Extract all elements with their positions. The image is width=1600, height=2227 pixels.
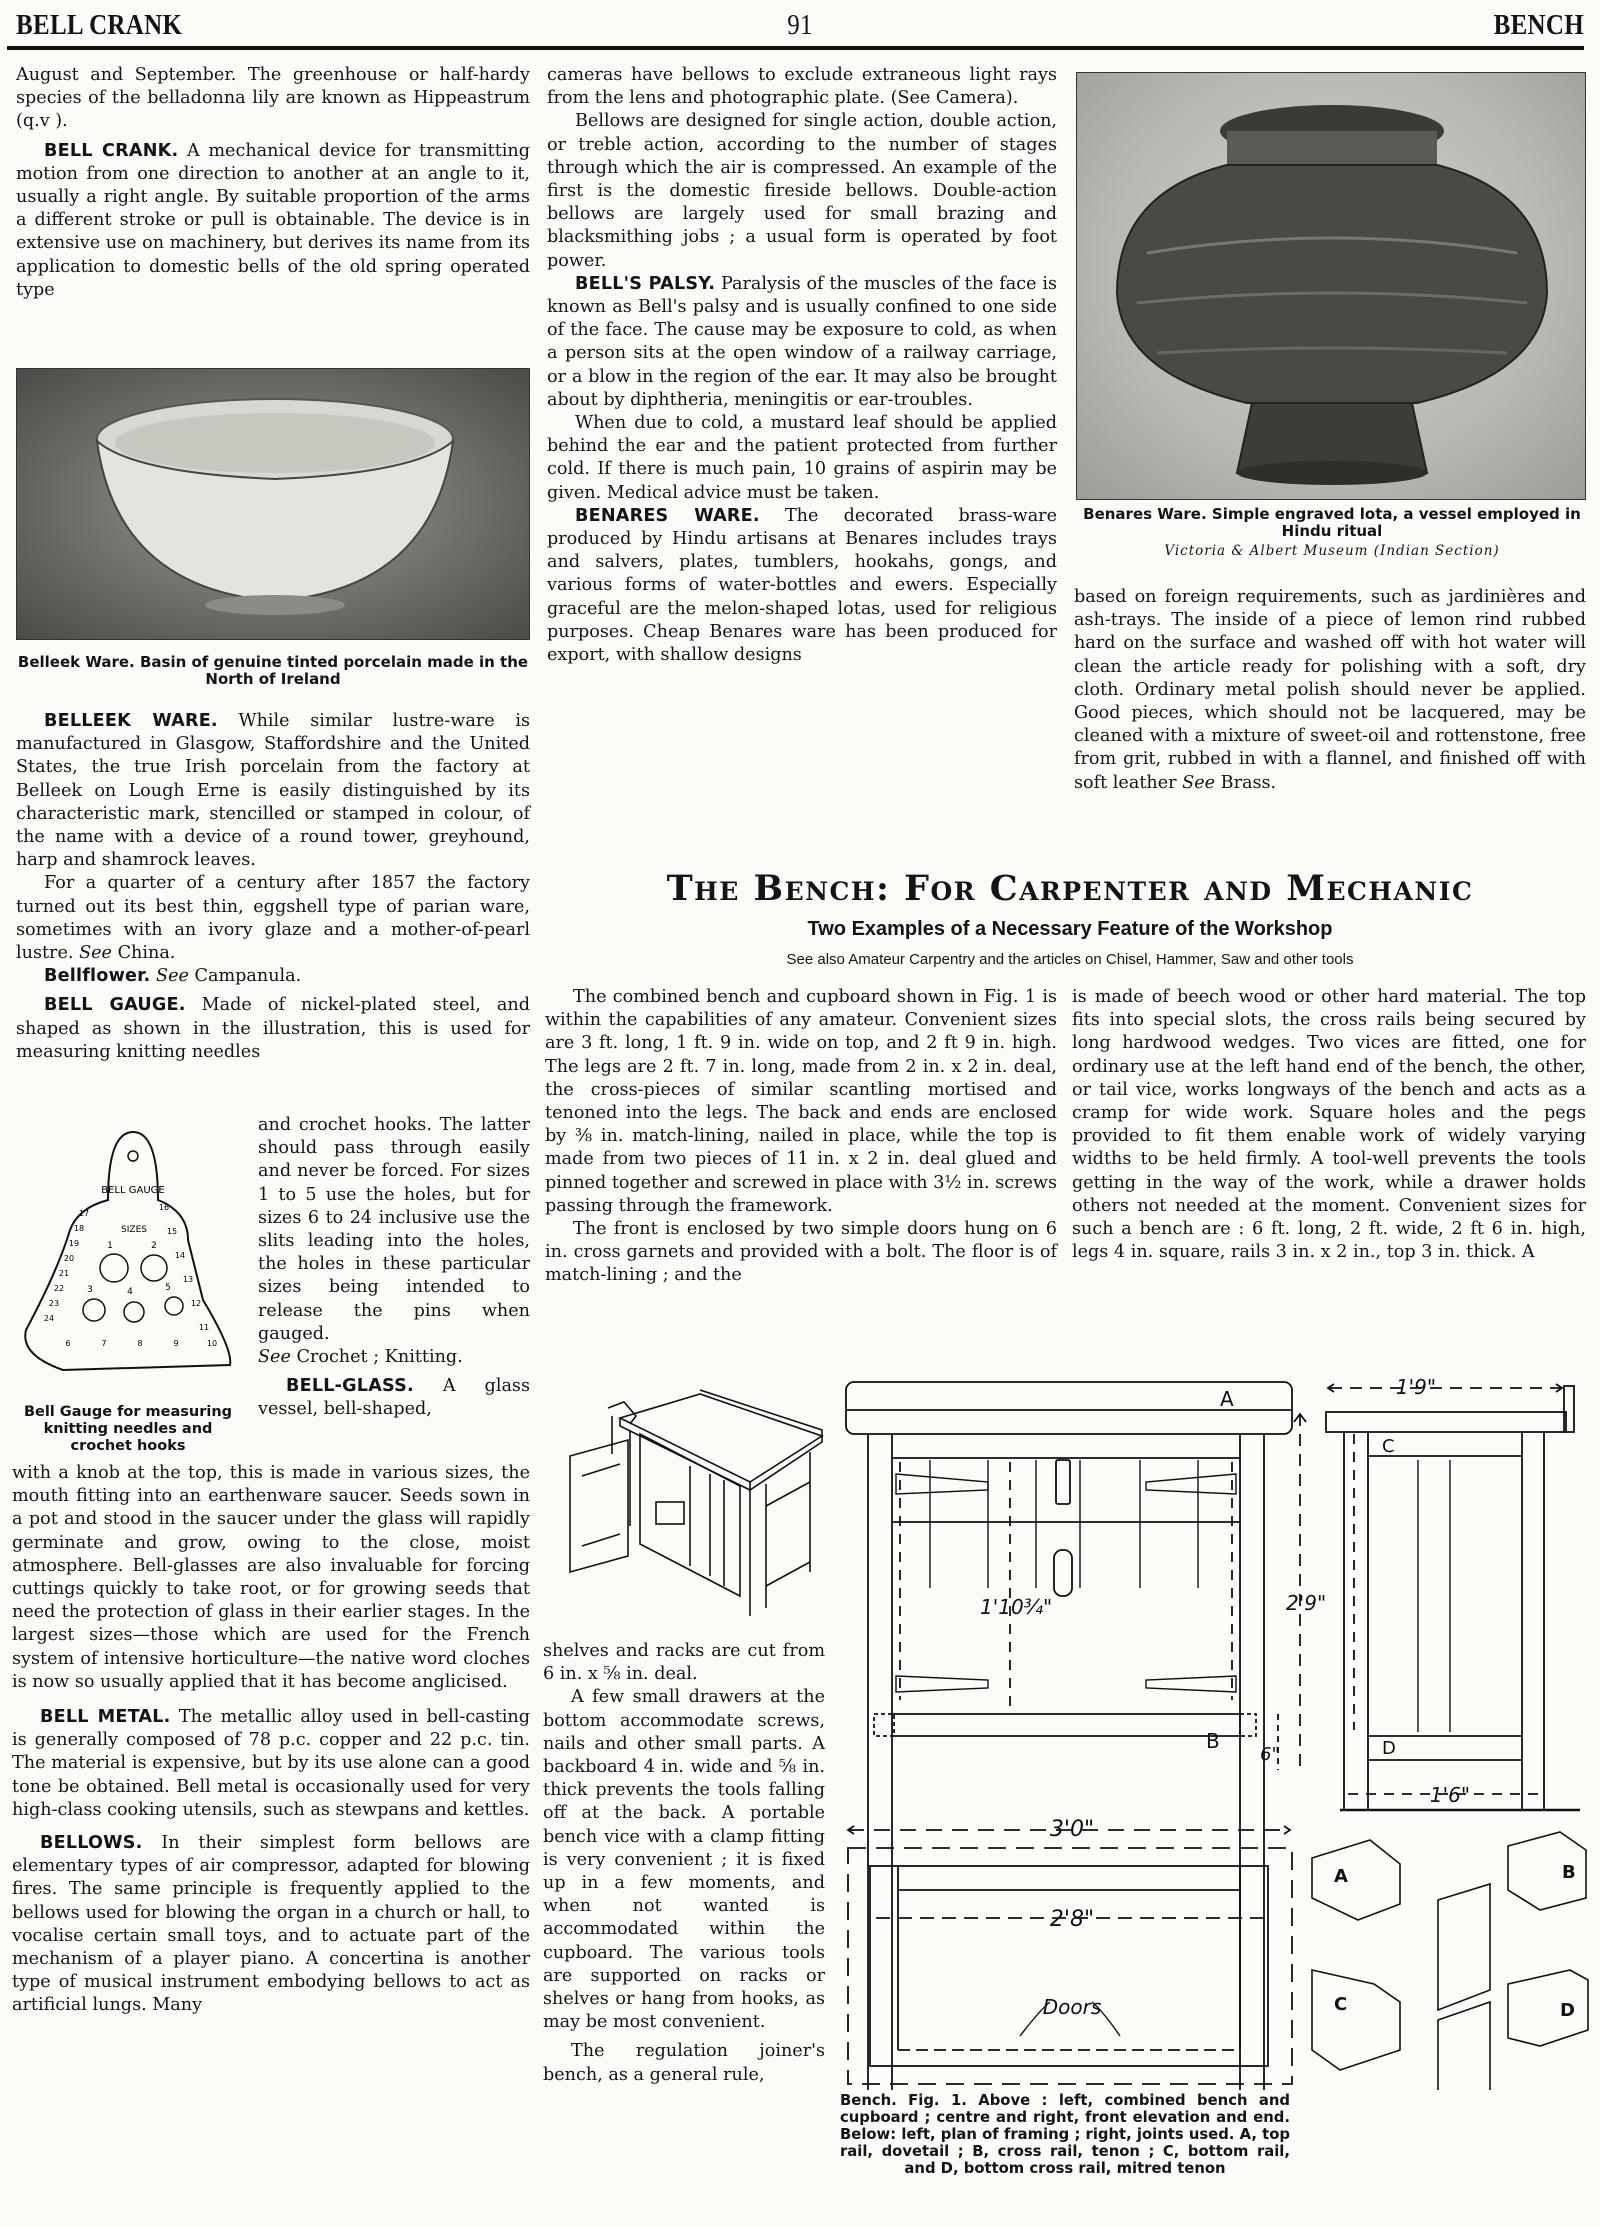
gauge-hole-number: 3 xyxy=(87,1285,93,1295)
headword: BELL CRANK. xyxy=(44,140,179,161)
cross-reference[interactable]: Crochet ; Knitting. xyxy=(296,1347,463,1368)
gauge-slit-number: 10 xyxy=(206,1339,218,1348)
entry-benares-ware: BENARES WARE. The decorated brass-ware produced by Hindu artisans at Benares includes trays and salvers, plates, tumblers, hookahs, gongs, and various forms of water-bottles and ewers. Especially graceful are the melon-shaped lotas, used for religious purposes. Cheap Benares ware has been produced for export, with shallow designs xyxy=(547,505,1058,666)
bench-cupboard-illustration xyxy=(560,1376,830,1626)
gauge-slit-number: 7 xyxy=(101,1339,107,1348)
column-1 xyxy=(16,64,530,302)
bell-gauge-illustration xyxy=(8,1120,248,1400)
dim-overall-height: 2'9" xyxy=(1286,1591,1327,1615)
gauge-slit-number: 11 xyxy=(198,1323,210,1332)
benares-caption: Benares Ware. Simple engraved lota, a vessel employed in Hindu ritual Victoria & Albert Museum (Indian Section) xyxy=(1080,506,1584,560)
belleek-basin-photo xyxy=(16,368,530,640)
end-elevation xyxy=(1326,1384,1580,1810)
gauge-slit-number: 14 xyxy=(174,1251,186,1260)
label-b: B xyxy=(1206,1729,1220,1753)
gauge-slit-number: 16 xyxy=(158,1203,170,1212)
gauge-hole-number: 5 xyxy=(165,1283,171,1293)
bell-glass-text: with a knob at the top, this is made in various sizes, the mouth fitting into an earthenware saucer. Seeds sown in a pot and stood in the saucer under the glass will rapidly germinate and grow, owing to the close, moist atmosphere. Bell-glasses are also invaluable for forcing cuttings quickly to take root, or for growing seeds that need the protection of glass in their earlier stages. In the largest sizes—those which are used for the French system of intensive horticulture—the native word cloches is now so usually applied that it has become anglicised. xyxy=(12,1463,530,1692)
entry-bellows: BELLOWS. In their simplest form bellows are elementary types of air compressor, adapted for blowing fires. The same principle is frequently applied to the bellows used for blowing the organ in a church or hall, to vocalise certain small toys, and to actuate part of the mechanism of a player piano. A concertina is another type of musical instrument embodying bellows to act as artificial lungs. Many xyxy=(12,1833,531,2016)
article-subtitle: Two Examples of a Necessary Feature of the Workshop xyxy=(807,918,1333,940)
headword: BELL-GLASS. xyxy=(286,1376,414,1397)
figure-1-drawings xyxy=(840,1370,1600,2090)
gauge-slit-number: 6 xyxy=(65,1339,71,1348)
bench-column-b: is made of beech wood or other hard material. The top fits into special slots, the cross rails being secured by long hardwood wedges. Two vices are fitted, one for ordinary use at the left hand end of the bench, the other, or tail vice, works longways of the bench and acts as a cramp for wide work. Square holes and the pegs provided to fit them enable work of widely varying widths to be held firmly. A tool-well prevents the tools getting in the way of the work, while a drawer holds others not needed at the moment. Convenient sizes for such a bench are : 6 ft. long, 2 ft. wide, 2 ft 6 in. high, legs 4 in. square, rails 3 in. x 2 in., top 3 in. thick. A xyxy=(1072,987,1586,1263)
gauge-hole xyxy=(100,1254,128,1282)
belleek-para2: For a quarter of a century after 1857 the factory turned out its best thin, eggshell type of parian ware, sometimes with an ivory glaze and a mother-of-pearl lustre. See China. xyxy=(16,873,530,964)
headword: BELL METAL. xyxy=(40,1707,171,1728)
basin-illustration xyxy=(17,369,530,640)
bench-elevations xyxy=(840,1370,1600,2090)
joint-label-d: D xyxy=(1560,2000,1575,2021)
gauge-hole-number: 1 xyxy=(107,1241,113,1251)
joint-label-b: B xyxy=(1562,1862,1576,1883)
dim-door-height: 1'10¾" xyxy=(980,1595,1053,1619)
column-2: cameras have bellows to exclude extraneous light rays from the lens and photographic plate. (See Camera). Bellows are designed for single action, double action, or treble action, according to the number of stages through which the air is compressed. An example of the first is the domestic fireside bellows. Double-action bellows are largely used for small brazing and blacksmithing jobs ; a usual form is operated by foot power. BELL'S PALSY. Paralysis of the muscles of the face is known as Bell's palsy and is usually confined to one side of the face. The cause may be exposure to cold, as when a person sits at the open window of a railway carriage, or a blow in the region of the ear. It may also be brought about by diphtheria, meningitis or ear-troubles. When due to cold, a mustard leaf should be applied behind the ear and the patient protected from further cold. If there is much pain, 10 grains of aspirin may be given. Medical advice must be taken. BENARES WARE. The decorated brass-ware produced by Hindu artisans at Benares includes trays and salvers, plates, tumblers, hookahs, gongs, and various forms of water-bottles and ewers. Especially graceful are the melon-shaped lotas, used for religious purposes. Cheap Benares ware has been produced for export, with shallow designs xyxy=(547,64,1057,667)
column-1-lower xyxy=(12,1462,530,2018)
gauge-caption: Bell Gauge for measuring knitting needles and crochet hooks xyxy=(23,1404,233,1454)
column-3: based on foreign requirements, such as jardinières and ash-trays. The inside of a piece of lemon rind rubbed hard on the surface and washed off with hot water will clean the article ready for polishing with a soft, dry cloth. Ordinary metal polish should never be applied. Good pieces, which should not be lacquered, may be cleaned with a mixture of sweet-oil and rottenstone, free from grit, rubbed in with a flannel, and finished off with soft leather See Brass. xyxy=(1074,587,1586,793)
joint-label-c: C xyxy=(1334,1994,1348,2015)
cross-reference[interactable]: China. xyxy=(117,943,176,964)
plan-of-framing xyxy=(848,1826,1292,2084)
lota-illustration xyxy=(1077,73,1586,500)
cross-reference[interactable]: Brass. xyxy=(1220,772,1277,793)
gauge-slit-number: 15 xyxy=(166,1227,178,1236)
entry-bellflower: Bellflower. See Campanula. xyxy=(44,966,302,987)
column-1-belleek xyxy=(16,710,530,1064)
label-doors: Doors xyxy=(1042,1995,1102,2019)
gauge-slit-number: 12 xyxy=(190,1299,202,1308)
head-rule xyxy=(7,46,1584,50)
gauge-slit-number: 19 xyxy=(68,1239,80,1248)
entry-bell-metal: BELL METAL. The metallic alloy used in bell-casting is generally composed of 78 p.c. copper and 22 p.c. tin. The material is expensive, but by its use alone can a good tone be obtained. Bell metal is occasionally used for very high-class cooking utensils, such as stewpans and kettles. xyxy=(12,1707,530,1820)
front-elevation xyxy=(846,1382,1306,2090)
continuation-text: August and September. The greenhouse or half-hardy species of the belladonna lily are known as Hippeastrum (q.v ). xyxy=(16,65,530,132)
gauge-slit-number: 8 xyxy=(137,1339,143,1348)
joint-label-a: A xyxy=(1334,1866,1348,1887)
article-see-also: See also Amateur Carpentry and the articles on Chisel, Hammer, Saw and other tools xyxy=(786,951,1354,968)
dim-end-width-base: 1'6" xyxy=(1429,1783,1471,1807)
gauge-hole-number: 4 xyxy=(127,1287,133,1297)
gauge-slit-number: 17 xyxy=(78,1209,90,1218)
entry-bell-crank: BELL CRANK. A mechanical device for transmitting motion from one direction to another at an angle to it, usually a right angle. By suitable proportion of the arms a different stroke or pull is obtainable. The device is in extensive use on machinery, but derives its name from its application to domestic bells of the old spring operated type xyxy=(16,140,531,300)
figure-1-caption: Bench. Fig. 1. Above : left, combined bench and cupboard ; centre and right, front elevation and end. Below: left, plan of framing ; right, joints used. A, top rail, dovetail ; B, cross rail, tenon ; C, bottom rail, and D, bottom cross rail, mitred tenon xyxy=(840,2092,1290,2177)
bench-column-a: The combined bench and cupboard shown in Fig. 1 is within the capabilities of any amateur. Convenient sizes are 3 ft. long, 1 ft. 9 in. wide on top, and 2 ft 9 in. high. The legs are 2 ft. 7 in. long, made from 2 in. x 2 in. deal, the cross-pieces of similar scantling mortised and tenoned into the legs. The back and ends are enclosed by ⅜ in. match-lining, nailed in place, while the top is made from two pieces of 11 in. x 2 in. deal glued and pinned together and screwed in place with 3½ in. screws passing through the framework. The front is enclosed by two simple doors hung on 6 in. cross garnets and provided with a bolt. The floor is of match-lining ; and the xyxy=(545,987,1057,1286)
label-d: D xyxy=(1382,1738,1396,1759)
gauge-slit-number: 23 xyxy=(48,1299,60,1308)
dim-end-width-top: 1'9" xyxy=(1395,1375,1437,1399)
headword: BELLEEK WARE. xyxy=(44,711,218,731)
running-head-right: BENCH xyxy=(1493,10,1584,42)
gauge-hole xyxy=(165,1297,183,1315)
photo-credit: Victoria & Albert Museum (Indian Section) xyxy=(1164,543,1500,559)
bell-gauge-drawing xyxy=(8,1120,248,1400)
gauge-slit-number: 21 xyxy=(58,1269,70,1278)
gauge-sizes-text: SIZES xyxy=(121,1225,147,1235)
page-number: 91 xyxy=(787,10,813,42)
gauge-slit-number: 22 xyxy=(53,1284,65,1293)
gauge-hole xyxy=(124,1302,144,1322)
dim-plan-length: 3'0" xyxy=(1049,1817,1095,1842)
headword: BELL'S PALSY. xyxy=(575,273,716,294)
entry-bells-palsy: BELL'S PALSY. Paralysis of the muscles of the face is known as Bell's palsy and is usually confined to one side of the face. The cause may be exposure to cold, as when a person sits at the open window of a railway carriage, or a blow in the region of the ear. It may also be brought about by diphtheria, meningitis or ear-troubles. xyxy=(547,273,1058,410)
gauge-slit-number: 20 xyxy=(63,1254,75,1263)
headword: Bellflower. xyxy=(44,966,151,987)
belleek-caption: Belleek Ware. Basin of genuine tinted porcelain made in the North of Ireland xyxy=(17,653,529,688)
cross-reference[interactable]: Campanula. xyxy=(194,966,302,987)
benares-lota-photo xyxy=(1076,72,1586,500)
headword: BELLOWS. xyxy=(40,1833,143,1854)
cross-reference[interactable]: (See Camera). xyxy=(890,88,1019,109)
headword: BELL GAUGE. xyxy=(44,995,186,1016)
gauge-slit-number: 13 xyxy=(182,1275,194,1284)
bench-narrow-column: shelves and racks are cut from 6 in. x ⅝ in. deal. A few small drawers at the bottom accommodate screws, nails and other small parts. A backboard 4 in. wide and ⅝ in. thick prevents the tools falling off at the back. A portable bench vice with a clamp fitting is very convenient ; it is fixed up in a few moments, and when not wanted is accommodated within the cupboard. The various tools are supported on racks or shelves or hang from hooks, as may be most convenient. The regulation joiner's bench, as a general rule, xyxy=(543,1641,825,2085)
article-title: The Bench: For Carpenter and Mechanic xyxy=(666,868,1474,909)
label-c: C xyxy=(1382,1436,1395,1457)
bell-gauge-side-text: and crochet hooks. The latter should pass through easily and never be forced. For sizes 1 to 5 use the holes, but for sizes 6 to 24 inclusive use the slits leading into the holes, the holes in these particular sizes being intended to release the pins when gauged. See Crochet ; Knitting. BELL-GLASS. A glass vessel, bell-shaped, xyxy=(258,1114,530,1422)
entry-bell-glass: BELL-GLASS. A glass vessel, bell-shaped, xyxy=(258,1376,530,1420)
joints-used xyxy=(1312,1832,1588,2090)
headword: BENARES WARE. xyxy=(575,505,760,526)
dim-plan-inner: 2'8" xyxy=(1049,1907,1095,1932)
label-a: A xyxy=(1220,1387,1234,1411)
gauge-slit-number: 9 xyxy=(173,1339,179,1348)
gauge-hole xyxy=(141,1255,167,1281)
bench-perspective-drawing xyxy=(560,1376,830,1626)
gauge-slit-number: 24 xyxy=(43,1314,55,1323)
gauge-hole-number: 2 xyxy=(151,1241,157,1251)
entry-belleek-ware: BELLEEK WARE. While similar lustre-ware is manufactured in Glasgow, Staffordshire and the United States, the true Irish porcelain from the factory at Belleek on Lough Erne is easily distinguished by its characteristic mark, stencilled or stamped in colour, of the name with a device of a round tower, greyhound, harp and shamrock leaves. xyxy=(16,711,530,871)
gauge-label-text: BELL GAUGE xyxy=(101,1185,165,1196)
running-head-left: BELL CRANK xyxy=(16,10,183,42)
entry-bell-gauge: BELL GAUGE. Made of nickel-plated steel, and shaped as shown in the illustration, this is used for measuring knitting needles xyxy=(16,995,530,1062)
dim-bottom-gap: 6" xyxy=(1260,1744,1280,1765)
gauge-slit-number: 18 xyxy=(73,1224,85,1233)
gauge-hole xyxy=(83,1299,105,1321)
